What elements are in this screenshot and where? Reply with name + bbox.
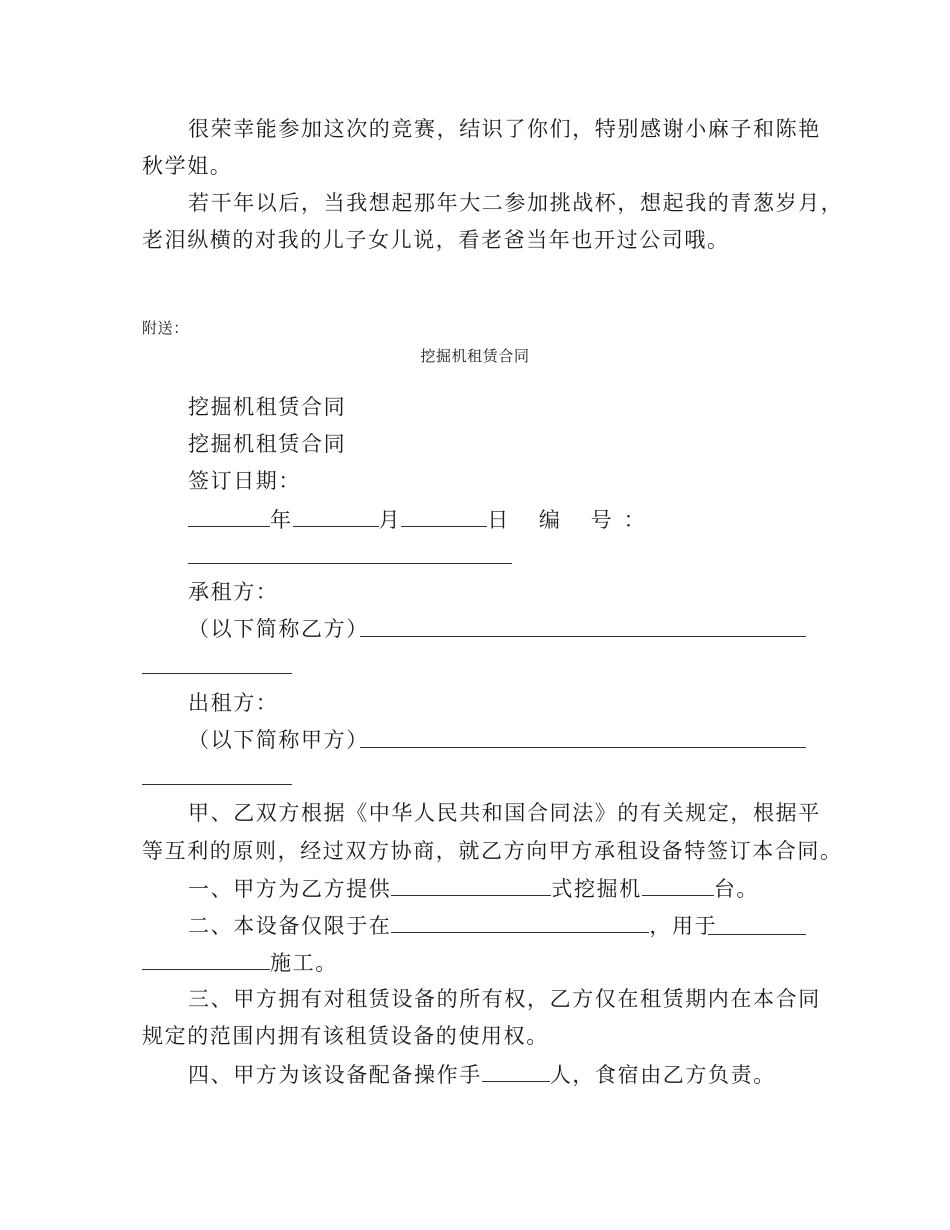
lessor-alias: （以下简称甲方）	[188, 728, 369, 752]
location-blank	[391, 912, 649, 933]
clause-4-text-a: 四、甲方为该设备配备操作手	[188, 1063, 482, 1087]
month-label: 月	[378, 508, 402, 532]
excavator-model-blank	[391, 875, 551, 896]
clause-3-line2: 规定的范围内拥有该租赁设备的使用权。	[142, 1024, 549, 1048]
operator-count-blank	[482, 1061, 550, 1082]
lessee-name-blank-cont	[142, 673, 292, 674]
intro-para1-line1: 很荣幸能参加这次的竞赛，结识了你们，特别感谢小麻子和陈艳	[188, 117, 821, 141]
contract-title-repeat-1: 挖掘机租赁合同	[188, 395, 347, 419]
purpose-blank	[708, 934, 806, 935]
contract-number-blank	[188, 563, 512, 564]
intro-para1-line2: 秋学姐。	[142, 154, 233, 178]
lessee-alias: （以下简称乙方）	[188, 617, 369, 641]
clause-1	[188, 875, 807, 902]
lessee-label: 承租方：	[188, 580, 279, 604]
clause-4	[188, 1061, 807, 1088]
lessor-name-blank	[360, 747, 806, 748]
intro-para2-line2: 老泪纵横的对我的儿子女儿说，看老爸当年也开过公司哦。	[142, 228, 730, 252]
clause-1-text-a: 一、甲方为乙方提供	[188, 877, 392, 901]
clause-1-text-b: 式挖掘机	[551, 877, 642, 901]
appendix-label: 附送：	[142, 319, 189, 337]
clause-2-text-c: 施工。	[270, 951, 338, 975]
clause-3-line1: 三、甲方拥有对租赁设备的所有权，乙方仅在租赁期内在本合同	[188, 987, 821, 1011]
day-blank	[401, 506, 487, 527]
lessor-name-blank-cont	[142, 784, 292, 785]
excavator-count-blank	[642, 875, 714, 896]
clause-2-text-b: ，用于	[649, 914, 718, 938]
sign-date-label: 签订日期：	[188, 469, 301, 493]
day-number-label: 日 编 号：	[487, 508, 657, 532]
clause-4-text-b: 人，食宿由乙方负责。	[549, 1063, 776, 1087]
preamble-line1: 甲、乙双方根据《中华人民共和国合同法》的有关规定，根据平	[188, 801, 821, 825]
clause-1-text-c: 台。	[713, 877, 760, 901]
clause-2-text-a: 二、本设备仅限于在	[188, 914, 392, 938]
purpose-blank-cont	[142, 949, 270, 970]
year-blank	[188, 506, 270, 527]
date-number-line	[188, 506, 807, 533]
preamble-line2: 等互利的原则，经过双方协商，就乙方向甲方承租设备特签订本合同。	[142, 839, 843, 863]
lessee-name-blank	[360, 636, 806, 637]
contract-center-title: 挖掘机租赁合同	[420, 347, 530, 365]
clause-2-line2	[142, 949, 807, 976]
year-label: 年	[270, 508, 293, 532]
month-blank	[293, 506, 379, 527]
contract-title-repeat-2: 挖掘机租赁合同	[188, 432, 347, 456]
lessor-label: 出租方：	[188, 691, 279, 715]
intro-para2-line1: 若干年以后，当我想起那年大二参加挑战杯，想起我的青葱岁月，	[188, 191, 844, 215]
